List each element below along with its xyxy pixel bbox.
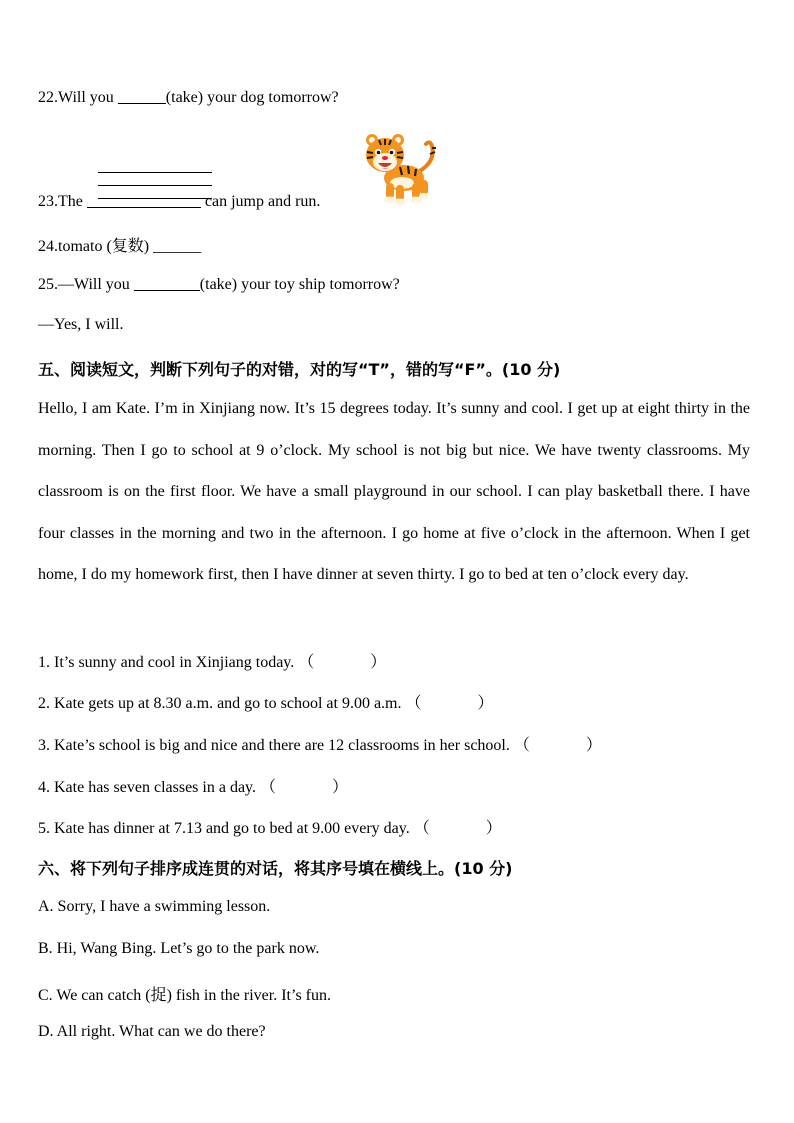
q23-text-before: The [58, 193, 87, 210]
dialog-option-a: A. Sorry, I have a swimming lesson. [38, 898, 271, 915]
reading-passage: Hello, I am Kate. I’m in Xinjiang now. It’s 15 degrees today. It’s sunny and cool. I get up at eight thirty in the morning. Then I go to school at 9 o’clock. My school is not big but nice. We have twenty classrooms. My classroom is on the first floor. We have a small playground in our school. I can play basketball there. I have four classes in the morning and two in the afternoon. I go home at five o’clock in the afternoon. When I get home, I do my homework first, then I have dinner at seven thirty. I go to bed at ten o’clock every day. [38, 400, 750, 584]
question-25 [38, 274, 400, 294]
q22-text-after: (take) your dog tomorrow? [165, 89, 339, 106]
answer-paren-open: （ [405, 695, 422, 712]
section-6-heading: 六、将下列句子排序成连贯的对话，将其序号填在横线上。(10 分) [38, 859, 513, 878]
q25-text-after: (take) your toy ship tomorrow? [199, 276, 400, 293]
tf-item-text: 4. Kate has seven classes in a day. [38, 779, 256, 796]
tf-item-text: 3. Kate’s school is big and nice and there are 12 classrooms in her school. [38, 737, 510, 754]
q25-text-before: 25.—Will you [38, 276, 134, 293]
tf-item-3 [38, 732, 602, 755]
answer-paren-open: （ [413, 820, 430, 837]
question-22 [38, 87, 339, 107]
question-24: 24.tomato (复数) ______ [38, 238, 202, 255]
q22-number: 22. [38, 89, 58, 106]
tf-item-5 [38, 815, 502, 838]
answer-paren-open: （ [260, 779, 277, 796]
q23-number: 23. [38, 193, 58, 210]
q25-answer-blank[interactable] [134, 274, 200, 291]
tf-item-2 [38, 690, 494, 713]
answer-paren-close: ） [477, 695, 494, 712]
tf-item-text: 1. It’s sunny and cool in Xinjiang today. [38, 654, 295, 671]
blank-line [98, 160, 212, 173]
answer-paren-open: （ [298, 654, 315, 671]
q22-answer-blank[interactable] [118, 87, 166, 104]
dialog-option-d: D. All right. What can we do there? [38, 1023, 266, 1040]
tiger-illustration [356, 128, 442, 208]
answer-paren-close: ） [370, 654, 387, 671]
tf-item-1 [38, 649, 386, 672]
section-5-heading: 五、阅读短文，判断下列句子的对错，对的写“T”，错的写“F”。(10 分) [38, 360, 561, 379]
question-23 [38, 191, 320, 211]
answer-paren-close: ） [332, 779, 349, 796]
answer-paren-close: ） [485, 820, 502, 837]
tf-item-text: 2. Kate gets up at 8.30 a.m. and go to school at 9.00 a.m. [38, 695, 402, 712]
blank-line [98, 173, 212, 186]
q23-text-after: can jump and run. [200, 193, 321, 210]
tf-item-text: 5. Kate has dinner at 7.13 and go to bed at 9.00 every day. [38, 820, 410, 837]
answer-paren-open: （ [513, 737, 530, 754]
q22-text-before: Will you [58, 89, 118, 106]
dialog-option-c: C. We can catch (捉) fish in the river. It’s fun. [38, 987, 332, 1004]
q25-answer: —Yes, I will. [38, 316, 124, 333]
q23-answer-blank[interactable] [87, 191, 201, 208]
dialog-option-b: B. Hi, Wang Bing. Let’s go to the park now. [38, 940, 320, 957]
answer-paren-close: ） [585, 737, 602, 754]
tf-item-4 [38, 774, 348, 797]
